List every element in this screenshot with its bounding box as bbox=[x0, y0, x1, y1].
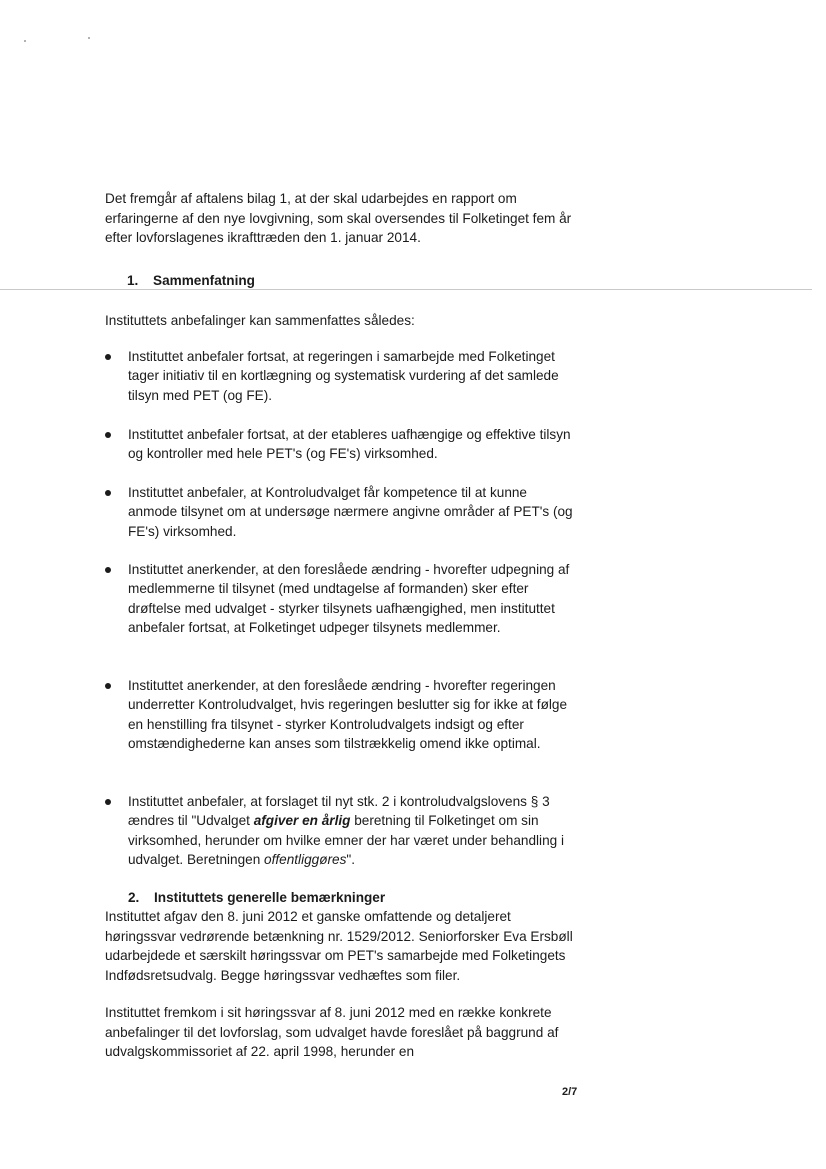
scan-speck bbox=[24, 40, 26, 42]
bullet-dot bbox=[105, 683, 111, 689]
section-2-paragraph: Instituttet afgav den 8. juni 2012 et ganske omfattende og detaljeret høringssvar vedrørende betænkning nr. 1529/2012. Seniorforsker Eva Ersbøll udarbejdede et særskilt høringssvar om PET's samarbejde med Folketingets Indfødsretsudvalg. Begge høringssvar vedhæftes som filer. bbox=[105, 909, 573, 983]
section-2-number: 2. bbox=[128, 890, 140, 905]
bullet-text: Instituttet anerkender, at den foreslåede ændring - hvorefter regeringen underretter Kontroludvalget, hvis regeringen beslutter sig for ikke at følge en henstilling fra tilsynet - styrker Kontroludvalgets indsigt og efter omstændighederne kan anses som tilstrækkelig omend ikke optimal. bbox=[128, 678, 568, 751]
bullet-dot bbox=[105, 567, 111, 573]
bullet-dot bbox=[105, 799, 111, 805]
bullet-text: Instituttet anbefaler, at Kontroludvalget får kompetence til at kunne anmode tilsynet om at undersøge nærmere angivne områder af PET's (og FE's) virksomhed. bbox=[128, 485, 573, 539]
bullet-dot bbox=[105, 432, 111, 438]
summary-intro: Instituttets anbefalinger kan sammenfattes således: bbox=[105, 313, 415, 328]
bullet-item bbox=[105, 483, 575, 541]
section-1-number: 1. bbox=[127, 273, 139, 288]
section-1-title: Sammenfatning bbox=[153, 273, 255, 288]
bullet-text: Instituttet anbefaler fortsat, at regeringen i samarbejde med Folketinget tager initiativ til en kortlægning og systematisk vurdering af det samlede tilsyn med PET (og FE). bbox=[128, 349, 559, 403]
section-2-heading bbox=[128, 888, 385, 907]
scan-speck bbox=[88, 37, 90, 39]
bullet-text bbox=[128, 792, 575, 869]
section-2-title: Instituttets generelle bemærkninger bbox=[154, 890, 386, 905]
intro-paragraph: Det fremgår af aftalens bilag 1, at der skal udarbejdes en rapport om erfaringerne af den nye lovgivning, som skal oversendes til Folketinget fem år efter lovforslagenes ikrafttræden den 1. januar 2014. bbox=[105, 191, 572, 245]
bullet-text-part: beretning til Folketinget om sin virksomhed, herunder om hvilke emner der har været under behandling i udvalget. Beretningen bbox=[128, 813, 564, 867]
bullet-text-emphasis: afgiver en årlig bbox=[253, 813, 351, 829]
bullet-dot bbox=[105, 490, 111, 496]
bullet-item bbox=[105, 560, 575, 637]
section-1-heading bbox=[127, 271, 255, 290]
page-number: 2/7 bbox=[562, 1086, 578, 1098]
bullet-item bbox=[105, 792, 575, 869]
bullet-text-emphasis: offentliggøres bbox=[264, 851, 347, 867]
scan-line bbox=[0, 289, 812, 290]
bullet-text: Instituttet anerkender, at den foreslåede ændring - hvorefter udpegning af medlemmerne til tilsynet (med undtagelse af formanden) sker efter drøftelse med udvalget - styrker tilsynets uafhængighed, men instituttet anbefaler fortsat, at Folketinget udpeger tilsynets medlemmer. bbox=[128, 562, 570, 635]
bullet-text-part: Instituttet anbefaler, at forslaget til nyt stk. 2 i kontroludvalgslovens § 3 ændres til "Udvalget bbox=[128, 794, 550, 829]
bullet-text: Instituttet anbefaler fortsat, at der etableres uafhængige og effektive tilsyn og kontroller med hele PET's (og FE's) virksomhed. bbox=[128, 427, 571, 462]
bullet-dot bbox=[105, 354, 111, 360]
closing-paragraph: Instituttet fremkom i sit høringssvar af 8. juni 2012 med en række konkrete anbefalinger til det lovforslag, som udvalget havde foreslået på baggrund af udvalgskommissoriet af 22. april 1998, herunder en bbox=[105, 1005, 559, 1059]
bullet-text-part: ". bbox=[346, 851, 356, 867]
bullet-item bbox=[105, 676, 575, 753]
bullet-item bbox=[105, 347, 575, 405]
bullet-item bbox=[105, 425, 575, 464]
